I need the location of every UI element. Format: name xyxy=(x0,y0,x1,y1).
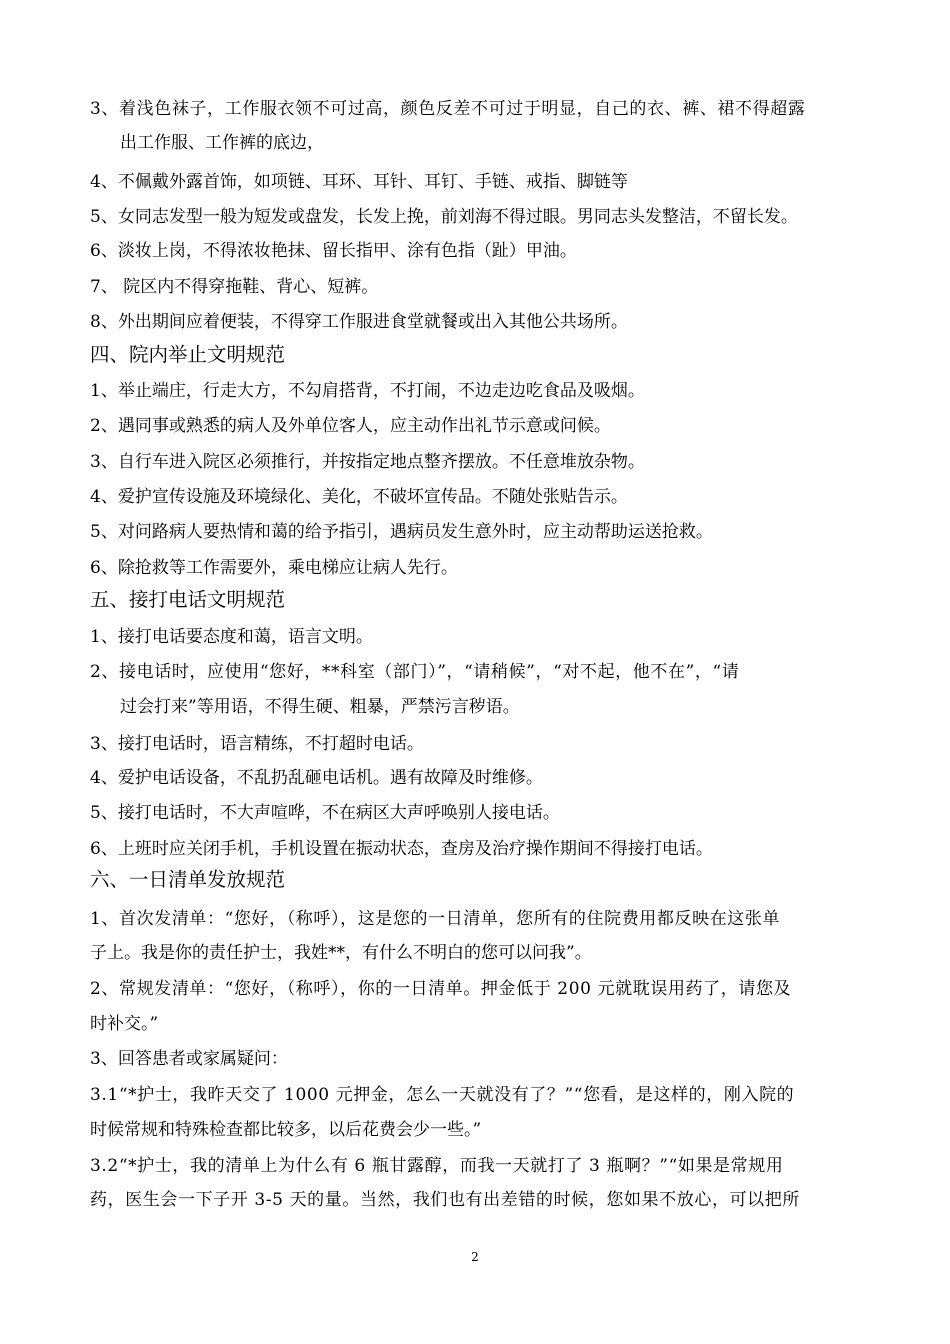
section5-item-5: 5、接打电话时，不大声喧哗，不在病区大声呼唤别人接电话。 xyxy=(90,803,560,823)
section4-item-5: 5、对问路病人要热情和蔼的给予指引，遇病员发生意外时，应主动帮助运送抢救。 xyxy=(90,522,713,542)
section6-item-2-line-2: 时补交。” xyxy=(90,1014,159,1034)
qa-3-2-line-1: 3.2“*护士，我的清单上为什么有 6 瓶甘露醇，而我一天就打了 3 瓶啊？”“如果是常规用 xyxy=(90,1156,784,1176)
qa-3-2-line-2: 药，医生会一下子开 3-5 天的量。当然，我们也有出差错的时候，您如果不放心，可以把所 xyxy=(90,1190,800,1210)
section4-item-3: 3、自行车进入院区必须推行，并按指定地点整齐摆放。不任意堆放杂物。 xyxy=(90,452,645,472)
section6-item-2-line-1: 2、常规发清单：“您好，（称呼），你的一日清单。押金低于 200 元就耽误用药了，请您及 xyxy=(90,979,792,999)
section4-item-6: 6、除抢救等工作需要外，乘电梯应让病人先行。 xyxy=(90,558,458,578)
section4-item-1: 1、举止端庄，行走大方，不勾肩搭背，不打闹，不边走边吃食品及吸烟。 xyxy=(90,381,645,401)
rule-8: 8、外出期间应着便装，不得穿工作服进食堂就餐或出入其他公共场所。 xyxy=(90,312,628,332)
rule-6: 6、淡妆上岗，不得浓妆艳抹、留长指甲、涂有色指（趾）甲油。 xyxy=(90,241,577,261)
section5-item-6: 6、上班时应关闭手机，手机设置在振动状态，查房及治疗操作期间不得接打电话。 xyxy=(90,839,713,859)
section5-item-2-line-2: 过会打来”等用语，不得生硬、粗暴，严禁污言秽语。 xyxy=(120,697,520,717)
section5-item-4: 4、爱护电话设备，不乱扔乱砸电话机。遇有故障及时维修。 xyxy=(90,768,543,788)
section-heading-5: 五、接打电话文明规范 xyxy=(90,588,286,611)
section6-item-3: 3、回答患者或家属疑问： xyxy=(90,1049,288,1069)
rule-3-line-1: 3、着浅色袜子，工作服衣领不可过高，颜色反差不可过于明显，自己的衣、裤、裙不得超露 xyxy=(90,99,806,119)
qa-3-1-line-2: 时候常规和特殊检查都比较多，以后花费会少一些。” xyxy=(90,1120,482,1140)
section4-item-4: 4、爱护宣传设施及环境绿化、美化，不破坏宣传品。不随处张贴告示。 xyxy=(90,487,628,507)
rule-5: 5、女同志发型一般为短发或盘发，长发上挽，前刘海不得过眼。男同志头发整洁，不留长发。 xyxy=(90,207,798,227)
qa-3-1-line-1: 3.1“*护士，我昨天交了 1000 元押金，怎么一天就没有了？”“您看，是这样的，刚入院的 xyxy=(90,1085,795,1105)
section5-item-1: 1、接打电话要态度和蔼，语言文明。 xyxy=(90,627,373,647)
section6-item-1-line-1: 1、首次发清单：“您好，（称呼），这是您的一日清单，您所有的住院费用都反映在这张单 xyxy=(90,909,781,929)
page-number: 2 xyxy=(471,1250,479,1264)
rule-3-line-2: 出工作服、工作裤的底边， xyxy=(120,133,324,153)
section6-item-1-line-2: 子上。我是你的责任护士，我姓**，有什么不明白的您可以问我”。 xyxy=(90,943,592,963)
section-heading-4: 四、院内举止文明规范 xyxy=(90,343,286,366)
section4-item-2: 2、遇同事或熟悉的病人及外单位客人，应主动作出礼节示意或问候。 xyxy=(90,416,611,436)
rule-7: 7、 院区内不得穿拖鞋、背心、短裤。 xyxy=(90,277,379,297)
section5-item-3: 3、接打电话时，语言精练，不打超时电话。 xyxy=(90,734,424,754)
section5-item-2-line-1: 2、接电话时，应使用“您好，**科室（部门）”，“请稍候”，“对不起，他不在”，“请 xyxy=(90,662,740,682)
rule-4: 4、不佩戴外露首饰，如项链、耳环、耳针、耳钉、手链、戒指、脚链等 xyxy=(90,172,628,192)
section-heading-6: 六、一日清单发放规范 xyxy=(90,868,286,891)
